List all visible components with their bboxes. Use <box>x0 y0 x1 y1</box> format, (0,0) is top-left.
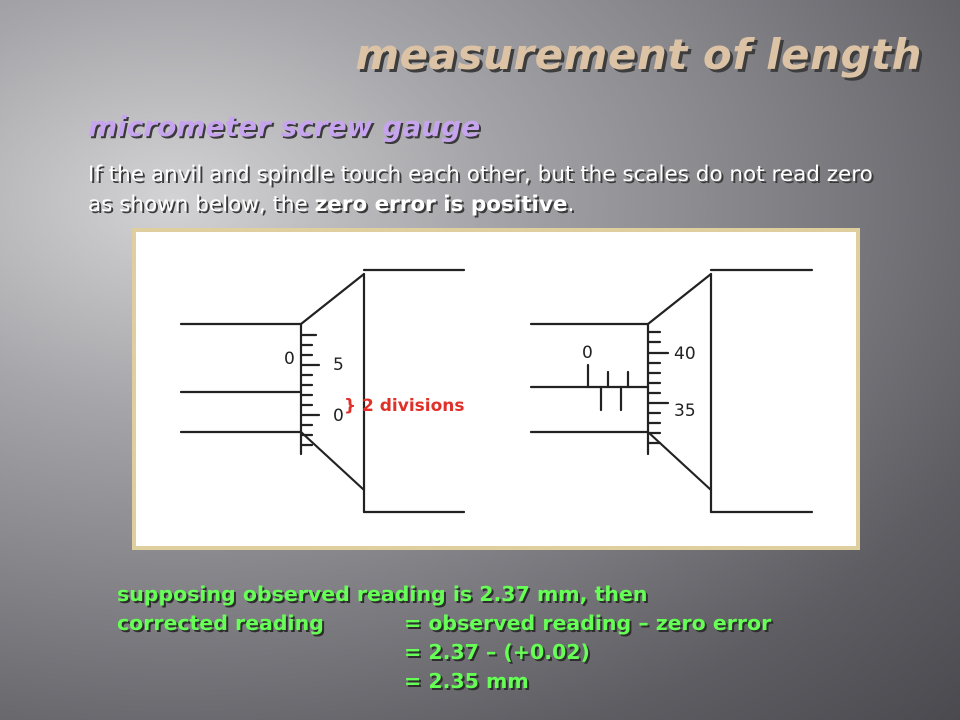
calculation-line-1-text: supposing observed reading is 2.37 mm, then <box>117 582 648 606</box>
micrometer-diagram-svg <box>136 232 856 546</box>
description-part1: If the anvil and spindle touch each other, but the scales do not read zero as shown below, the <box>88 162 873 217</box>
calculation-line-3 <box>117 638 771 667</box>
right-thimble-ticks <box>648 332 668 443</box>
right-thimble-bevel-bottom <box>648 432 711 490</box>
calculation-line-4 <box>117 667 771 696</box>
right-thimble-bevel-top <box>648 274 711 324</box>
left-thimble-bevel-bottom <box>301 432 364 490</box>
calculation-block <box>117 580 771 696</box>
left-thimble-label-0: 0 <box>333 406 344 426</box>
corrected-reading-label: corrected reading <box>117 611 324 635</box>
calculation-line-2 <box>117 609 771 638</box>
right-thimble-label-40: 40 <box>674 344 696 364</box>
right-sleeve-label: 0 <box>582 343 593 363</box>
description-paragraph <box>88 160 888 220</box>
calculation-line-1 <box>117 580 771 609</box>
slide-title: measurement of length <box>355 30 922 79</box>
left-thimble-bevel-top <box>301 274 364 324</box>
right-thimble-label-35: 35 <box>674 401 696 421</box>
description-bold: zero error is positive <box>314 192 568 217</box>
description-part2: . <box>567 192 575 217</box>
calculation-result: = 2.35 mm <box>404 669 529 693</box>
slide-subtitle: micrometer screw gauge <box>88 110 481 143</box>
calculation-substitution: = 2.37 – (+0.02) <box>404 640 590 664</box>
micrometer-diagram <box>132 228 860 550</box>
left-sleeve-label: 0 <box>284 349 295 369</box>
left-thimble-ticks <box>301 335 319 445</box>
calculation-formula: = observed reading – zero error <box>404 611 772 635</box>
left-thimble-label-5: 5 <box>333 355 344 375</box>
two-divisions-annotation: } 2 divisions <box>344 396 465 416</box>
